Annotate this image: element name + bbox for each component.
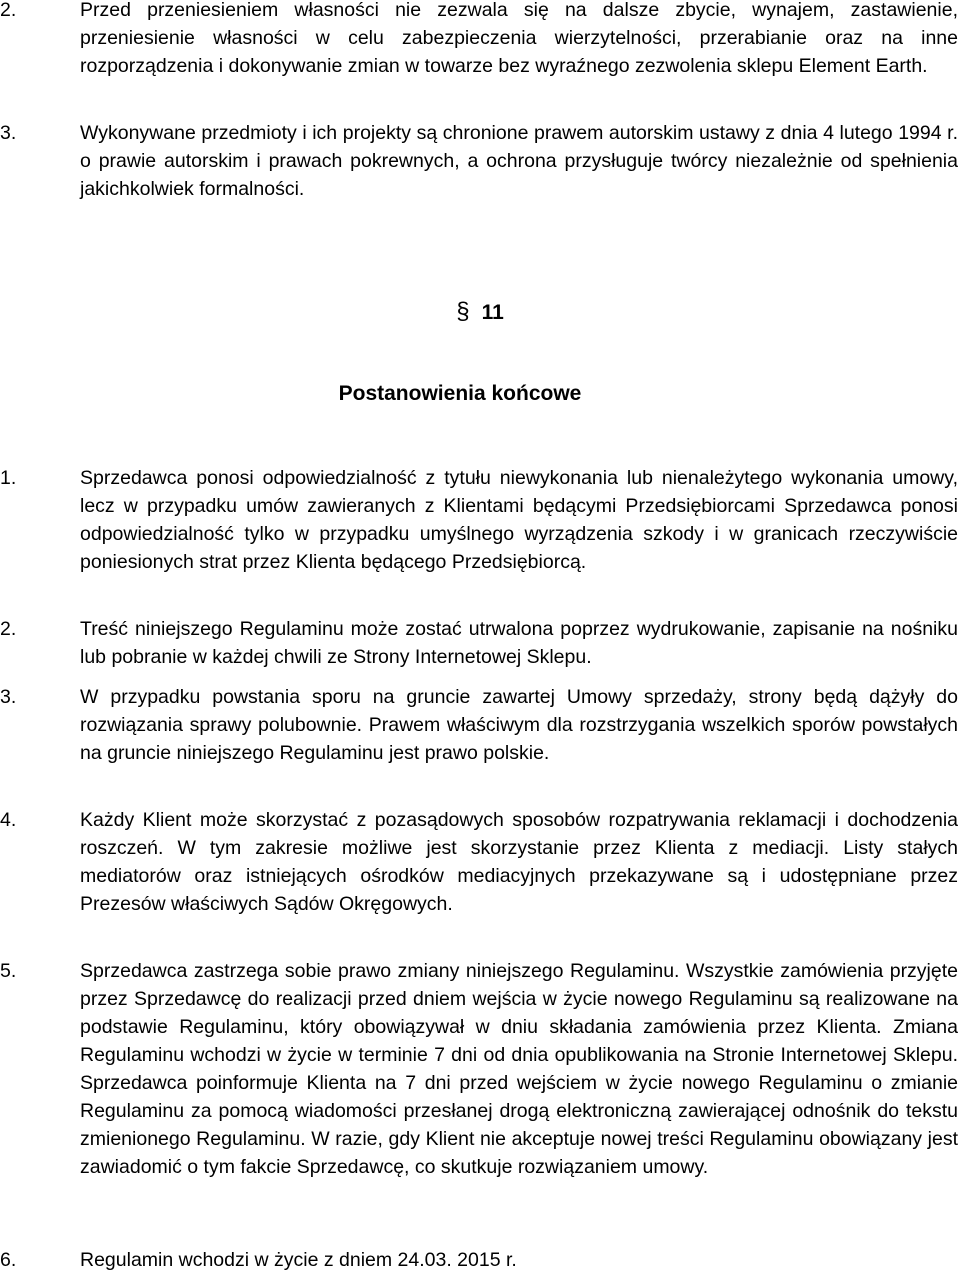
item-text: Sprzedawca ponosi odpowiedzialność z tytułu niewykonania lub nienależytego wykonania umowy, lecz w przypadku umów zawieranych z Klientami będącymi Przedsiębiorcami Sprzedawca ponosi odpowiedzialność tylko w przypadku umyślnego wyrządzenia szkody i w granicach rzeczywiście poniesionych strat przez Klienta będącego Przedsiębiorcą.	[80, 467, 958, 573]
list-item	[0, 1246, 958, 1274]
list-item	[0, 464, 958, 576]
list-item	[0, 957, 958, 1181]
list-item	[0, 683, 958, 767]
item-number: 2.	[0, 0, 17, 21]
section-title: Postanowienia końcowe	[338, 382, 582, 405]
item-number: 1.	[0, 467, 17, 489]
list-item	[0, 0, 958, 80]
item-number: 3.	[0, 122, 17, 144]
item-text: Sprzedawca zastrzega sobie prawo zmiany niniejszego Regulaminu. Wszystkie zamówienia przyjęte przez Sprzedawcę do realizacji przed dniem wejścia w życie nowego Regulaminu są realizowane na podstawie Regulaminu, który obowiązywał w dniu składania zamówienia przez Klienta. Zmiana Regulaminu wchodzi w życie w terminie 7 dni od dnia opublikowania na Stronie Internetowej Sklepu. Sprzedawca poinformuje Klienta na 7 dni przed wejściem w życie nowego Regulaminu o zmianie Regulaminu za pomocą wiadomości przesłanej drogą elektroniczną zawierającej odnośnik do tekstu zmienionego Regulaminu. W razie, gdy Klient nie akceptuje nowej treści Regulaminu obowiązany jest zawiadomić o tym fakcie Sprzedawcę, co skutkuje rozwiązaniem umowy.	[80, 960, 958, 1178]
section-symbol: §	[456, 298, 470, 325]
item-number: 2.	[0, 618, 17, 640]
section-number	[0, 298, 960, 327]
item-text: Treść niniejszego Regulaminu może zostać utrwalona poprzez wydrukowanie, zapisanie na nośniku lub pobranie w każdej chwili ze Strony Internetowej Sklepu.	[80, 618, 958, 668]
item-number: 3.	[0, 686, 17, 708]
item-text: Regulamin wchodzi w życie z dniem 24.03. 2015 r.	[80, 1249, 517, 1271]
item-number: 4.	[0, 809, 17, 831]
item-text: W przypadku powstania sporu na gruncie zawartej Umowy sprzedaży, strony będą dążyły do rozwiązania sprawy polubownie. Prawem właściwym dla rozstrzygania wszelkich sporów powstałych na gruncie niniejszego Regulaminu jest prawo polskie.	[80, 686, 958, 764]
item-number: 5.	[0, 960, 17, 982]
list-item	[0, 119, 958, 203]
list-item	[0, 806, 958, 918]
item-text: Wykonywane przedmioty i ich projekty są chronione prawem autorskim ustawy z dnia 4 lutego 1994 r. o prawie autorskim i prawach pokrewnych, a ochrona przysługuje twórcy niezależnie od spełnienia jakichkolwiek formalności.	[80, 122, 958, 200]
list-item	[0, 615, 958, 671]
item-text: Każdy Klient może skorzystać z pozasądowych sposobów rozpatrywania reklamacji i dochodzenia roszczeń. W tym zakresie możliwe jest skorzystanie przez Klienta z mediacji. Listy stałych mediatorów oraz istniejących ośrodków mediacyjnych przekazywane są i udostępniane przez Prezesów właściwych Sądów Okręgowych.	[80, 809, 958, 915]
item-text: Przed przeniesieniem własności nie zezwala się na dalsze zbycie, wynajem, zastawienie, przeniesienie własności w celu zabezpieczenia wierzytelności, przerabianie oraz na inne rozporządzenia i dokonywanie zmian w towarze bez wyraźnego zezwolenia sklepu Element Earth.	[80, 0, 958, 77]
section-number-value: 11	[481, 301, 504, 324]
item-number: 6.	[0, 1249, 17, 1271]
